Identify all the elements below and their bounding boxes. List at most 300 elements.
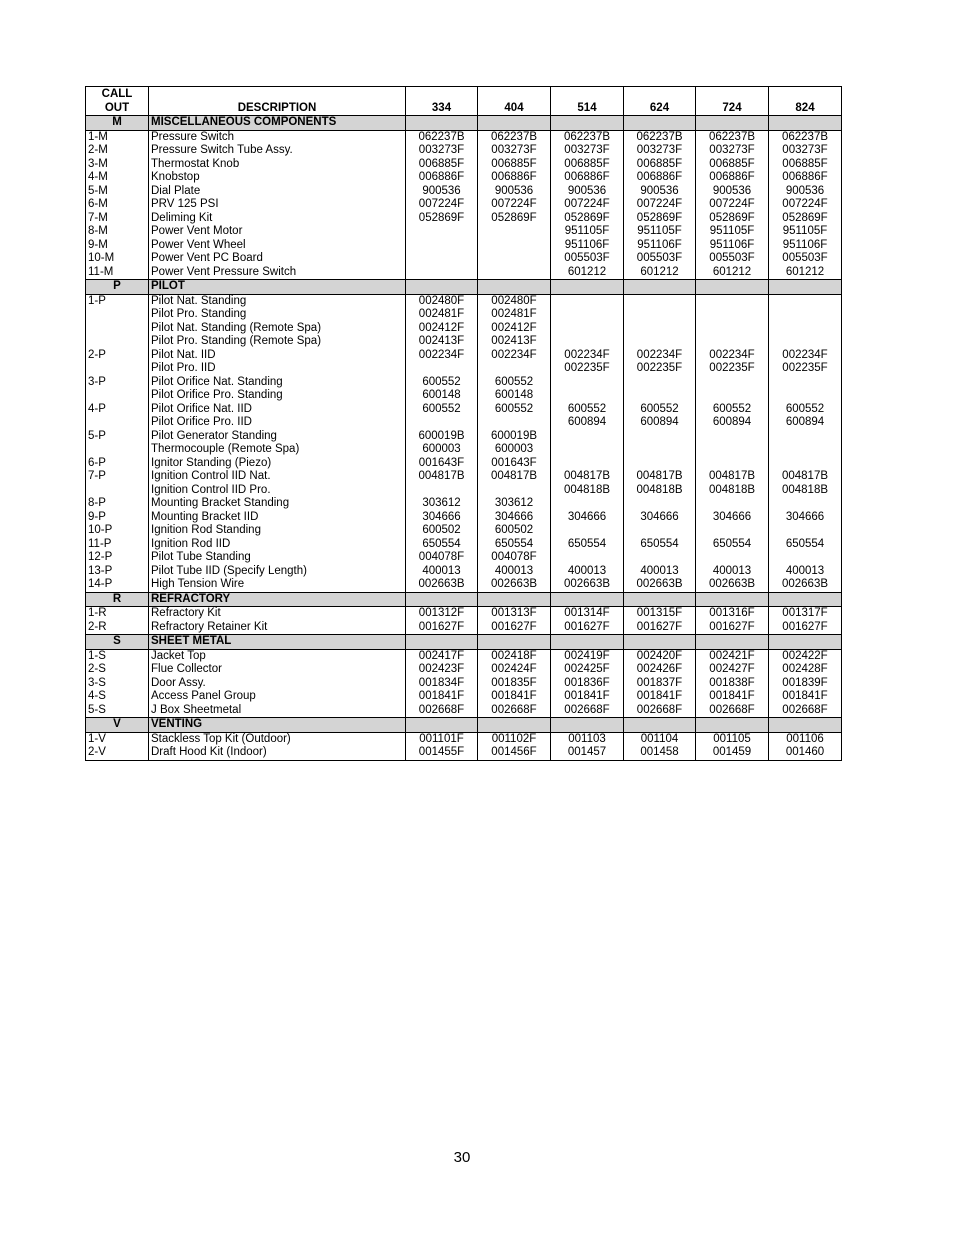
description-cell: Pilot Tube Standing	[149, 551, 406, 565]
part-number-cell: 600502	[478, 524, 551, 538]
page-number: 30	[453, 1149, 471, 1166]
callout-cell: 14-P	[86, 578, 149, 592]
part-number-cell: 002663B	[696, 578, 769, 592]
table-row	[86, 538, 842, 552]
part-number-cell: 600894	[696, 416, 769, 430]
part-number-cell: 004818B	[624, 484, 696, 498]
part-number-cell	[551, 443, 624, 457]
description-cell: Ignition Rod IID	[149, 538, 406, 552]
section-blank-cell	[624, 280, 696, 295]
part-number-cell: 006886F	[478, 171, 551, 185]
part-number-cell: 600552	[406, 403, 478, 417]
part-number-cell: 002420F	[624, 649, 696, 663]
part-number-cell: 006885F	[478, 158, 551, 172]
callout-cell: 11-P	[86, 538, 149, 552]
part-number-cell	[624, 376, 696, 390]
part-number-cell: 600552	[769, 403, 842, 417]
table-row	[86, 430, 842, 444]
callout-cell	[86, 335, 149, 349]
callout-cell: 1-P	[86, 294, 149, 308]
part-number-cell: 002480F	[478, 294, 551, 308]
section-code: M	[86, 116, 149, 131]
table-row	[86, 565, 842, 579]
part-number-cell	[769, 457, 842, 471]
callout-cell: 11-M	[86, 266, 149, 280]
section-blank-cell	[406, 635, 478, 650]
part-number-cell: 001839F	[769, 677, 842, 691]
part-number-cell: 600003	[406, 443, 478, 457]
part-number-cell: 001835F	[478, 677, 551, 691]
part-number-cell: 600019B	[478, 430, 551, 444]
section-blank-cell	[769, 116, 842, 131]
description-cell: Pressure Switch Tube Assy.	[149, 144, 406, 158]
part-number-cell: 002427F	[696, 663, 769, 677]
part-number-cell: 002668F	[551, 704, 624, 718]
part-number-cell: 650554	[551, 538, 624, 552]
part-number-cell: 951106F	[769, 239, 842, 253]
section-blank-cell	[696, 635, 769, 650]
part-number-cell	[624, 457, 696, 471]
part-number-cell: 001102F	[478, 732, 551, 746]
part-number-cell: 004818B	[551, 484, 624, 498]
table-row	[86, 690, 842, 704]
part-number-cell	[478, 362, 551, 376]
table-row	[86, 403, 842, 417]
description-cell: Pilot Nat. Standing (Remote Spa)	[149, 322, 406, 336]
part-number-cell	[769, 430, 842, 444]
part-number-cell	[624, 497, 696, 511]
part-number-cell: 002422F	[769, 649, 842, 663]
part-number-cell	[478, 252, 551, 266]
section-title: PILOT	[149, 280, 406, 295]
table-row	[86, 376, 842, 390]
table-row	[86, 335, 842, 349]
part-number-cell: 052869F	[551, 212, 624, 226]
callout-cell: 10-M	[86, 252, 149, 266]
part-number-cell: 062237B	[769, 130, 842, 144]
part-number-cell: 002480F	[406, 294, 478, 308]
part-number-cell: 001841F	[696, 690, 769, 704]
part-number-cell: 004817B	[406, 470, 478, 484]
description-cell: Thermostat Knob	[149, 158, 406, 172]
table-row	[86, 225, 842, 239]
part-number-cell: 400013	[696, 565, 769, 579]
part-number-cell: 002235F	[551, 362, 624, 376]
section-blank-cell	[696, 280, 769, 295]
description-cell: Pilot Orifice Pro. IID	[149, 416, 406, 430]
part-number-cell: 006885F	[769, 158, 842, 172]
table-row	[86, 349, 842, 363]
part-number-cell	[624, 430, 696, 444]
part-number-cell	[696, 457, 769, 471]
part-number-cell: 062237B	[551, 130, 624, 144]
part-number-cell: 001101F	[406, 732, 478, 746]
part-number-cell: 004817B	[769, 470, 842, 484]
callout-cell: 3-S	[86, 677, 149, 691]
part-number-cell: 007224F	[696, 198, 769, 212]
section-blank-cell	[406, 280, 478, 295]
callout-cell	[86, 308, 149, 322]
part-number-cell: 007224F	[478, 198, 551, 212]
part-number-cell: 600894	[624, 416, 696, 430]
callout-cell: 12-P	[86, 551, 149, 565]
part-number-cell: 002663B	[769, 578, 842, 592]
part-number-cell: 650554	[478, 538, 551, 552]
part-number-cell	[769, 294, 842, 308]
section-blank-cell	[769, 592, 842, 607]
part-number-cell: 002663B	[551, 578, 624, 592]
part-number-cell: 002426F	[624, 663, 696, 677]
model-header-404: 404	[478, 87, 551, 116]
part-number-cell: 004817B	[551, 470, 624, 484]
description-cell: Pilot Orifice Nat. IID	[149, 403, 406, 417]
part-number-cell: 006886F	[406, 171, 478, 185]
part-number-cell: 062237B	[696, 130, 769, 144]
callout-cell: 5-P	[86, 430, 149, 444]
part-number-cell: 001841F	[551, 690, 624, 704]
section-blank-cell	[696, 116, 769, 131]
description-cell: Ignition Control IID Pro.	[149, 484, 406, 498]
part-number-cell: 002234F	[696, 349, 769, 363]
callout-cell: 1-V	[86, 732, 149, 746]
callout-cell: 2-V	[86, 746, 149, 760]
callout-header-line2: OUT	[104, 101, 130, 114]
part-number-cell: 005503F	[551, 252, 624, 266]
description-cell: Ignitor Standing (Piezo)	[149, 457, 406, 471]
part-number-cell: 951105F	[769, 225, 842, 239]
part-number-cell: 001106	[769, 732, 842, 746]
part-number-cell: 900536	[478, 185, 551, 199]
section-blank-cell	[406, 116, 478, 131]
table-row	[86, 185, 842, 199]
part-number-cell: 006885F	[406, 158, 478, 172]
callout-cell	[86, 416, 149, 430]
table-row	[86, 677, 842, 691]
part-number-cell: 004817B	[478, 470, 551, 484]
section-blank-cell	[478, 635, 551, 650]
part-number-cell: 007224F	[769, 198, 842, 212]
description-cell: Pilot Pro. Standing (Remote Spa)	[149, 335, 406, 349]
part-number-cell: 001836F	[551, 677, 624, 691]
description-cell: Flue Collector	[149, 663, 406, 677]
part-number-cell: 001456F	[478, 746, 551, 760]
header-row	[86, 87, 842, 116]
part-number-cell: 007224F	[551, 198, 624, 212]
part-number-cell: 400013	[769, 565, 842, 579]
part-number-cell: 001627F	[696, 621, 769, 635]
callout-cell: 2-M	[86, 144, 149, 158]
part-number-cell	[696, 308, 769, 322]
part-number-cell	[478, 416, 551, 430]
table-row	[86, 578, 842, 592]
part-number-cell: 002235F	[624, 362, 696, 376]
part-number-cell: 001104	[624, 732, 696, 746]
part-number-cell	[696, 376, 769, 390]
part-number-cell: 601212	[551, 266, 624, 280]
description-cell: Pilot Nat. IID	[149, 349, 406, 363]
description-cell: PRV 125 PSI	[149, 198, 406, 212]
table-row	[86, 746, 842, 760]
part-number-cell	[624, 335, 696, 349]
part-number-cell: 304666	[406, 511, 478, 525]
section-blank-cell	[769, 280, 842, 295]
part-number-cell: 052869F	[696, 212, 769, 226]
part-number-cell: 304666	[769, 511, 842, 525]
description-cell: Pilot Pro. Standing	[149, 308, 406, 322]
section-blank-cell	[406, 592, 478, 607]
section-code: V	[86, 718, 149, 733]
part-number-cell: 951106F	[551, 239, 624, 253]
table-row	[86, 470, 842, 484]
table-row	[86, 322, 842, 336]
part-number-cell: 600552	[696, 403, 769, 417]
part-number-cell	[769, 335, 842, 349]
part-number-cell: 650554	[696, 538, 769, 552]
part-number-cell: 002663B	[624, 578, 696, 592]
part-number-cell: 304666	[551, 511, 624, 525]
part-number-cell	[406, 252, 478, 266]
part-number-cell: 002423F	[406, 663, 478, 677]
section-row-s	[86, 635, 842, 650]
table-row	[86, 524, 842, 538]
part-number-cell: 003273F	[769, 144, 842, 158]
section-blank-cell	[624, 718, 696, 733]
part-number-cell	[406, 266, 478, 280]
callout-cell: 6-M	[86, 198, 149, 212]
part-number-cell	[696, 551, 769, 565]
table-row	[86, 497, 842, 511]
section-title: SHEET METAL	[149, 635, 406, 650]
part-number-cell	[769, 524, 842, 538]
callout-cell: 8-M	[86, 225, 149, 239]
part-number-cell: 001459	[696, 746, 769, 760]
part-number-cell: 003273F	[624, 144, 696, 158]
callout-header-line1: CALL	[101, 88, 133, 100]
part-number-cell: 002428F	[769, 663, 842, 677]
part-number-cell: 002235F	[696, 362, 769, 376]
callout-cell	[86, 389, 149, 403]
section-row-r	[86, 592, 842, 607]
part-number-cell: 002663B	[406, 578, 478, 592]
table-row	[86, 511, 842, 525]
part-number-cell: 004818B	[769, 484, 842, 498]
part-number-cell: 001314F	[551, 607, 624, 621]
part-number-cell	[696, 322, 769, 336]
parts-body	[86, 116, 842, 761]
table-row	[86, 389, 842, 403]
part-number-cell: 600894	[769, 416, 842, 430]
callout-cell: 7-M	[86, 212, 149, 226]
callout-cell	[86, 322, 149, 336]
part-number-cell	[551, 376, 624, 390]
callout-header	[86, 87, 149, 116]
part-number-cell: 900536	[551, 185, 624, 199]
part-number-cell: 001457	[551, 746, 624, 760]
section-blank-cell	[478, 718, 551, 733]
part-number-cell: 002234F	[478, 349, 551, 363]
part-number-cell: 001627F	[551, 621, 624, 635]
part-number-cell: 304666	[478, 511, 551, 525]
description-cell: Pilot Nat. Standing	[149, 294, 406, 308]
callout-cell: 2-P	[86, 349, 149, 363]
table-row	[86, 212, 842, 226]
section-blank-cell	[551, 718, 624, 733]
description-cell: J Box Sheetmetal	[149, 704, 406, 718]
table-row	[86, 443, 842, 457]
part-number-cell	[406, 239, 478, 253]
callout-cell	[86, 484, 149, 498]
part-number-cell	[551, 294, 624, 308]
callout-cell: 4-M	[86, 171, 149, 185]
callout-cell: 2-S	[86, 663, 149, 677]
part-number-cell: 052869F	[478, 212, 551, 226]
part-number-cell: 951105F	[551, 225, 624, 239]
part-number-cell: 004078F	[478, 551, 551, 565]
part-number-cell	[478, 239, 551, 253]
part-number-cell: 001105	[696, 732, 769, 746]
part-number-cell: 002421F	[696, 649, 769, 663]
part-number-cell: 004078F	[406, 551, 478, 565]
part-number-cell: 650554	[624, 538, 696, 552]
part-number-cell: 002413F	[406, 335, 478, 349]
part-number-cell: 003273F	[551, 144, 624, 158]
part-number-cell	[551, 335, 624, 349]
part-number-cell	[624, 322, 696, 336]
table-row	[86, 416, 842, 430]
part-number-cell: 001458	[624, 746, 696, 760]
section-blank-cell	[696, 718, 769, 733]
part-number-cell: 002418F	[478, 649, 551, 663]
part-number-cell: 004818B	[696, 484, 769, 498]
model-header-624: 624	[624, 87, 696, 116]
description-cell: Door Assy.	[149, 677, 406, 691]
part-number-cell: 951106F	[624, 239, 696, 253]
table-row	[86, 663, 842, 677]
part-number-cell	[551, 497, 624, 511]
table-row	[86, 362, 842, 376]
part-number-cell: 001841F	[769, 690, 842, 704]
callout-cell: 4-S	[86, 690, 149, 704]
part-number-cell	[406, 225, 478, 239]
part-number-cell: 003273F	[406, 144, 478, 158]
part-number-cell: 600148	[406, 389, 478, 403]
callout-cell: 1-M	[86, 130, 149, 144]
callout-cell: 2-R	[86, 621, 149, 635]
part-number-cell: 951105F	[624, 225, 696, 239]
description-cell: Knobstop	[149, 171, 406, 185]
part-number-cell: 951105F	[696, 225, 769, 239]
table-row	[86, 621, 842, 635]
part-number-cell: 601212	[769, 266, 842, 280]
table-row	[86, 484, 842, 498]
section-blank-cell	[624, 592, 696, 607]
part-number-cell: 900536	[696, 185, 769, 199]
callout-cell: 4-P	[86, 403, 149, 417]
description-cell: Deliming Kit	[149, 212, 406, 226]
part-number-cell: 006886F	[624, 171, 696, 185]
part-number-cell: 001841F	[624, 690, 696, 704]
description-cell: Pilot Orifice Pro. Standing	[149, 389, 406, 403]
part-number-cell: 400013	[406, 565, 478, 579]
part-number-cell: 001460	[769, 746, 842, 760]
section-blank-cell	[769, 635, 842, 650]
callout-cell: 7-P	[86, 470, 149, 484]
part-number-cell: 600552	[624, 403, 696, 417]
part-number-cell: 001627F	[769, 621, 842, 635]
table-row	[86, 252, 842, 266]
section-code: R	[86, 592, 149, 607]
part-number-cell	[551, 430, 624, 444]
part-number-cell: 003273F	[696, 144, 769, 158]
part-number-cell: 400013	[551, 565, 624, 579]
part-number-cell	[696, 389, 769, 403]
part-number-cell	[406, 362, 478, 376]
section-code: S	[86, 635, 149, 650]
table-row	[86, 130, 842, 144]
part-number-cell: 001627F	[624, 621, 696, 635]
part-number-cell: 004817B	[624, 470, 696, 484]
part-number-cell: 600552	[478, 376, 551, 390]
part-number-cell: 304666	[696, 511, 769, 525]
description-cell: Pilot Tube IID (Specify Length)	[149, 565, 406, 579]
part-number-cell: 002668F	[696, 704, 769, 718]
part-number-cell: 650554	[769, 538, 842, 552]
table-row	[86, 649, 842, 663]
part-number-cell: 006886F	[551, 171, 624, 185]
part-number-cell: 001841F	[478, 690, 551, 704]
part-number-cell	[769, 551, 842, 565]
part-number-cell: 601212	[624, 266, 696, 280]
callout-cell	[86, 443, 149, 457]
callout-cell: 1-S	[86, 649, 149, 663]
part-number-cell: 002481F	[478, 308, 551, 322]
part-number-cell: 062237B	[478, 130, 551, 144]
part-number-cell	[769, 443, 842, 457]
part-number-cell: 002412F	[406, 322, 478, 336]
table-row	[86, 308, 842, 322]
part-number-cell: 001841F	[406, 690, 478, 704]
table-row	[86, 158, 842, 172]
part-number-cell	[551, 322, 624, 336]
part-number-cell: 007224F	[406, 198, 478, 212]
part-number-cell: 001317F	[769, 607, 842, 621]
part-number-cell: 002413F	[478, 335, 551, 349]
part-number-cell: 052869F	[624, 212, 696, 226]
part-number-cell: 600552	[406, 376, 478, 390]
description-cell: Power Vent Motor	[149, 225, 406, 239]
section-title: VENTING	[149, 718, 406, 733]
part-number-cell: 600552	[478, 403, 551, 417]
callout-cell: 13-P	[86, 565, 149, 579]
part-number-cell	[551, 457, 624, 471]
part-number-cell: 303612	[478, 497, 551, 511]
description-cell: Power Vent PC Board	[149, 252, 406, 266]
section-row-p	[86, 280, 842, 295]
part-number-cell	[478, 225, 551, 239]
section-blank-cell	[478, 592, 551, 607]
section-blank-cell	[551, 592, 624, 607]
description-cell: Ignition Control IID Nat.	[149, 470, 406, 484]
part-number-cell: 001627F	[478, 621, 551, 635]
table-row	[86, 294, 842, 308]
section-blank-cell	[551, 116, 624, 131]
part-number-cell: 002412F	[478, 322, 551, 336]
part-number-cell: 007224F	[624, 198, 696, 212]
part-number-cell	[769, 389, 842, 403]
part-number-cell: 002234F	[551, 349, 624, 363]
part-number-cell: 001315F	[624, 607, 696, 621]
part-number-cell: 650554	[406, 538, 478, 552]
